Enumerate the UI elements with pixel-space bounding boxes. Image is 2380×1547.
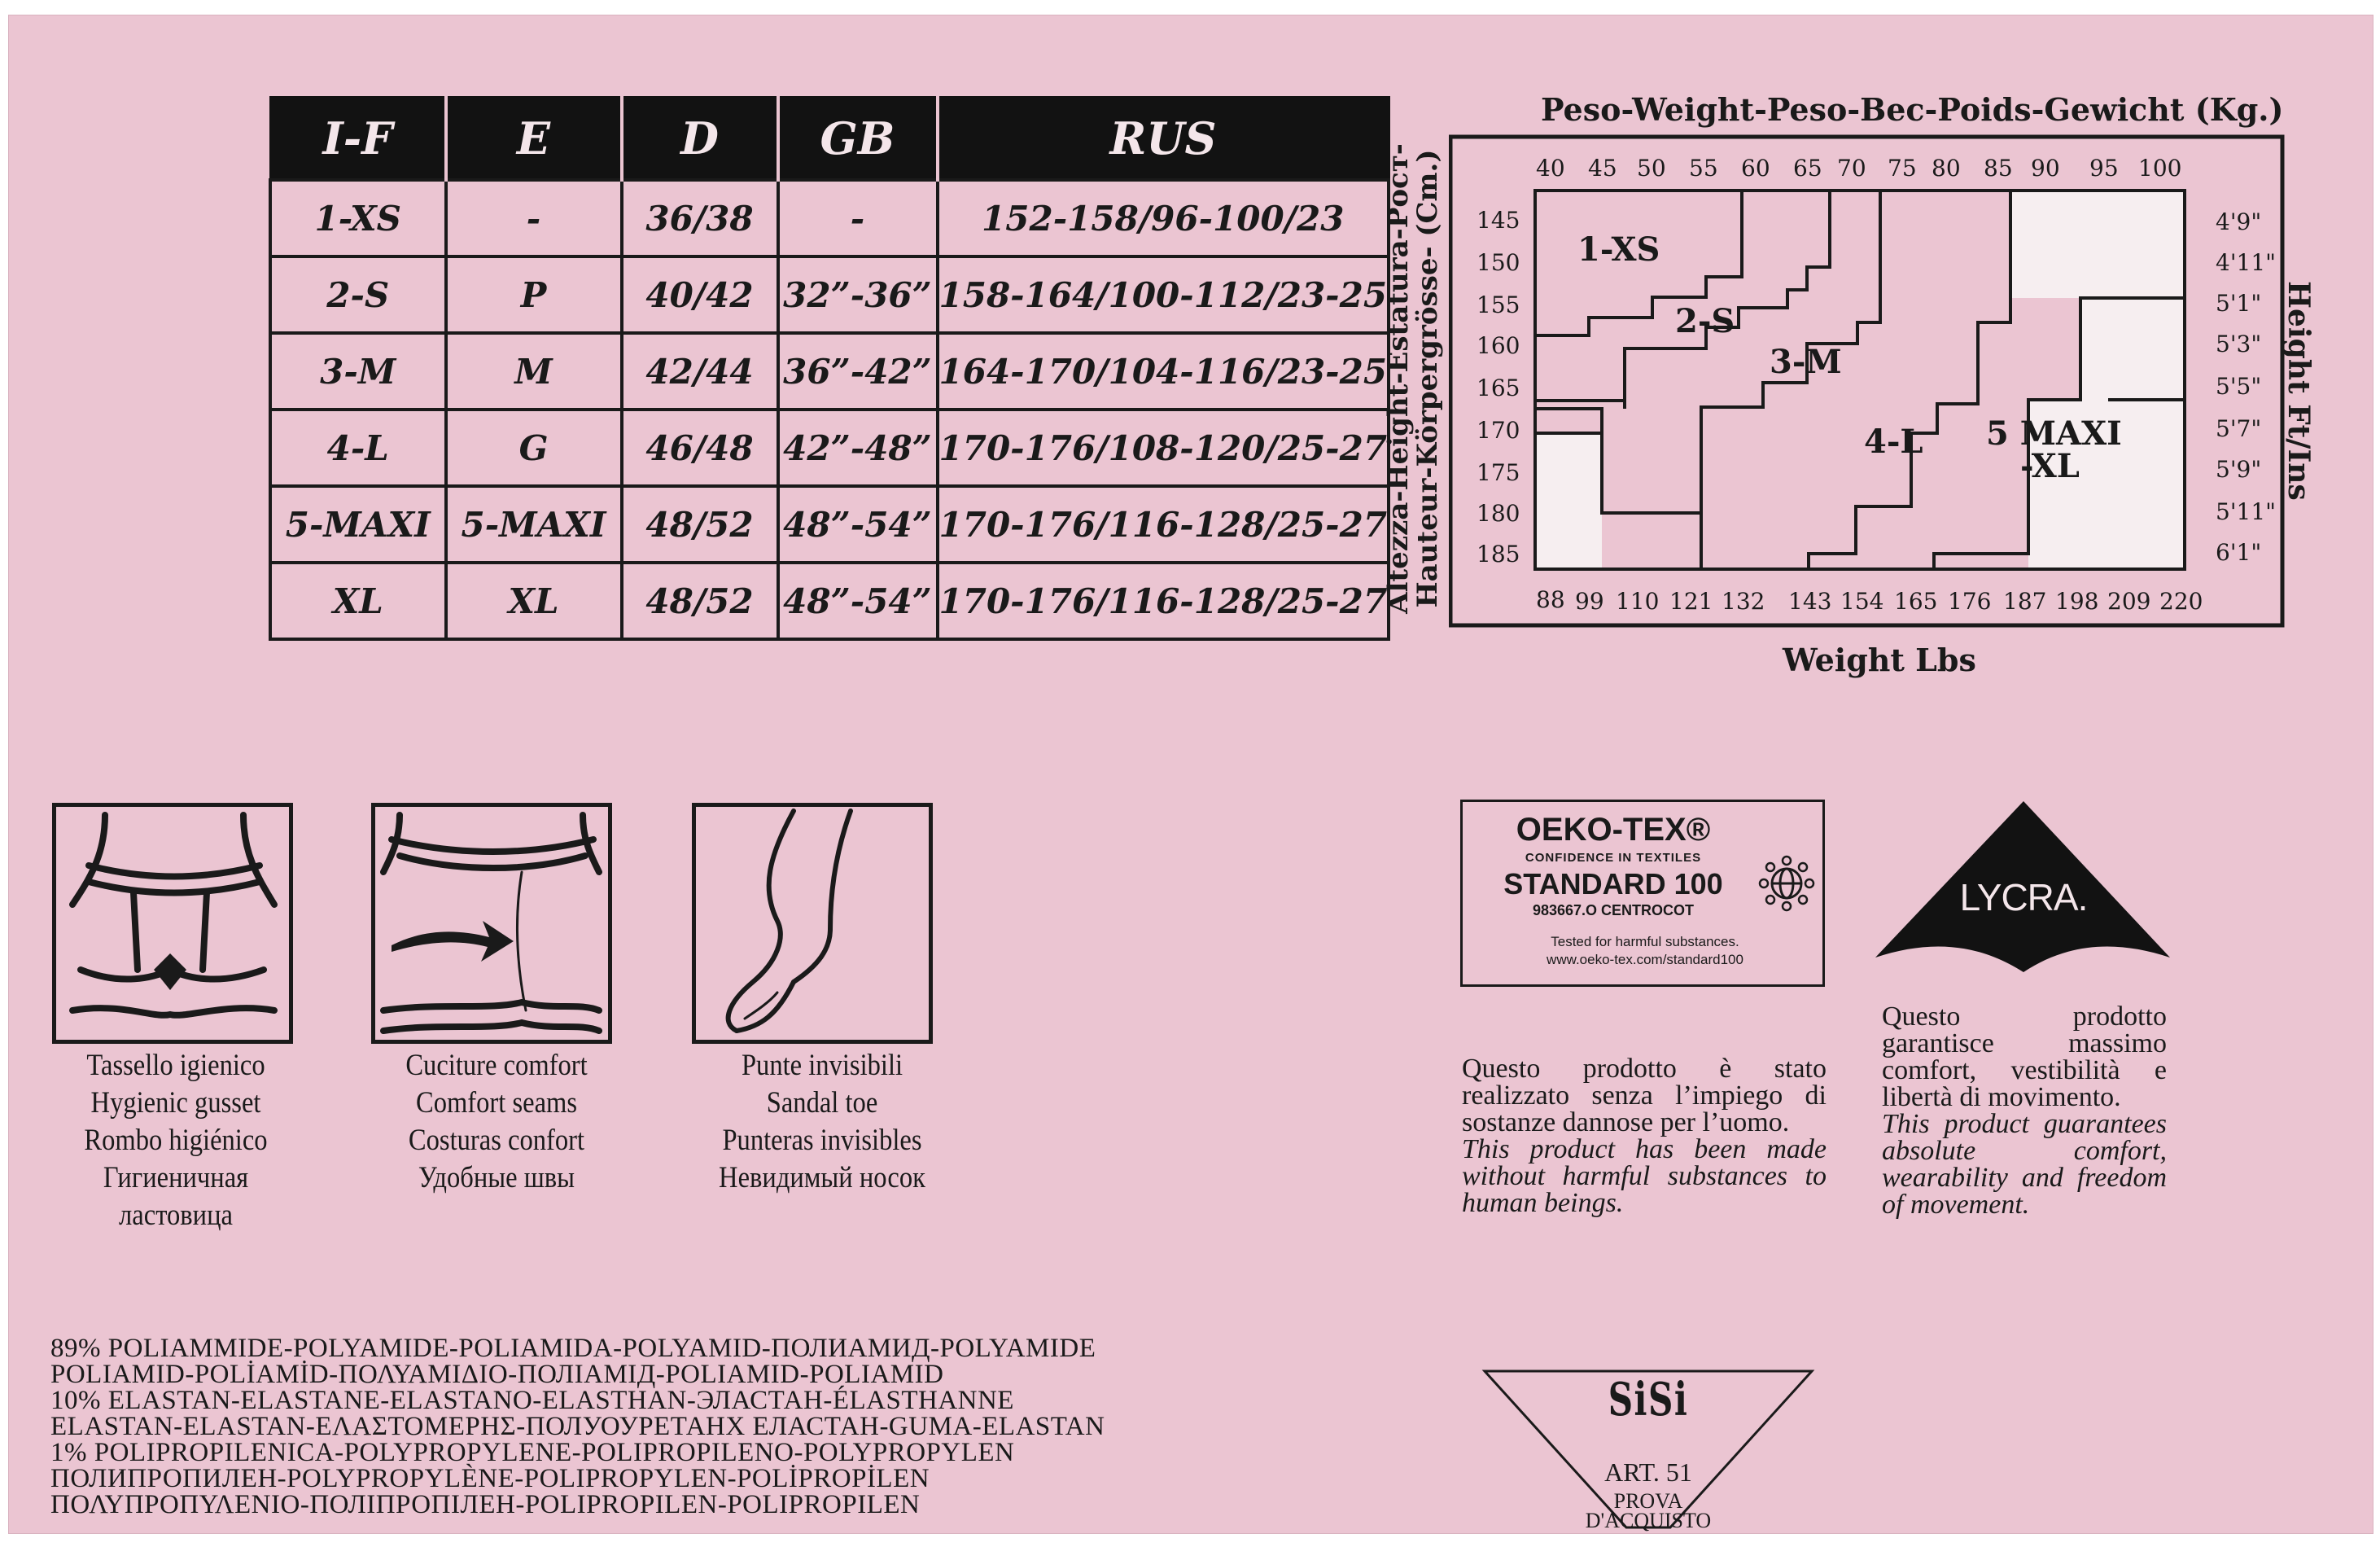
- chart-y-label: [1384, 142, 1442, 615]
- lycra-text-it: Questo prodotto garantisce massimo comfort, vestibilità e libertà di movimento.: [1882, 1001, 2167, 1112]
- cell: 2-S: [270, 256, 446, 333]
- lbs-tick: 209: [2107, 588, 2151, 615]
- size-table-header: [270, 98, 1389, 181]
- oeko-code: 983667.O CENTROCOT: [1532, 902, 1695, 918]
- chart-y-label-line2: Hauteur-Körpergrösse- (Cm.): [1411, 149, 1444, 608]
- sisi-logo: SiSi: [1608, 1373, 1689, 1426]
- kg-tick: 75: [1888, 155, 1917, 182]
- lbs-tick: 176: [1948, 588, 1992, 615]
- lbs-tick: 132: [1722, 588, 1765, 615]
- zone-4-l: 4-L: [1864, 423, 1923, 461]
- ft-tick: 5'9": [2216, 456, 2262, 483]
- header-d: D: [622, 98, 778, 181]
- feature-line: Comfort seams: [415, 1086, 578, 1120]
- ft-tick: 5'7": [2216, 415, 2262, 442]
- zone-2-s: 2-S: [1675, 302, 1735, 340]
- composition-line: ΠΟΛΥΠΡΟΠΥΛΕΝΙΟ-ПОЛІПРОПІЛЕН-POLIPROPILEN-POLIPROPILEN: [50, 1490, 921, 1519]
- lycra-description: [1882, 1003, 2167, 1218]
- cm-tick: 155: [1477, 291, 1520, 318]
- lbs-tick: 88: [1536, 586, 1565, 613]
- cell: -: [778, 180, 938, 256]
- table-row: [270, 410, 1389, 486]
- oeko-url: www.oeko-tex.com/standard100: [1547, 952, 1743, 967]
- table-row: [270, 486, 1389, 563]
- cell: 3-M: [270, 333, 446, 410]
- feature-line: Rombo higiénico: [84, 1124, 268, 1157]
- composition-line: POLIAMID-POLİAMİD-ΠΟΛΥΑΜΙΔΙΟ-ПОЛІАМІД-POLIAMID-POLIAMID: [50, 1360, 944, 1389]
- feature-line: ластовица: [119, 1199, 233, 1232]
- kg-tick: 100: [2138, 155, 2182, 182]
- lbs-tick: 165: [1894, 588, 1938, 615]
- sisi-art: ART. 51: [1604, 1457, 1692, 1487]
- kg-tick: 45: [1588, 155, 1617, 182]
- cm-tick: 145: [1477, 207, 1520, 234]
- composition-line: 89% POLIAMMIDE-POLYAMIDE-POLIAMIDA-POLYAMID-ПОЛИАМИД-POLYAMIDE: [50, 1334, 1096, 1363]
- oeko-tagline: CONFIDENCE IN TEXTILES: [1525, 851, 1702, 865]
- feature-seams-label: [353, 1047, 640, 1197]
- table-row: [270, 333, 1389, 410]
- lbs-tick: 143: [1788, 588, 1832, 615]
- size-table: [269, 96, 1390, 641]
- kg-tick: 90: [2031, 155, 2060, 182]
- size-chart-frame: [1449, 130, 2287, 635]
- kg-tick: 40: [1536, 155, 1565, 182]
- gusset-icon: [52, 803, 293, 1044]
- header-gb: GB: [778, 98, 938, 181]
- cm-tick: 150: [1477, 249, 1520, 276]
- cm-tick: 160: [1477, 332, 1520, 359]
- cell: 164-170/104-116/23-25: [938, 333, 1389, 410]
- ft-tick: 6'1": [2216, 539, 2262, 566]
- cell: XL: [270, 563, 446, 639]
- cell: 36/38: [622, 180, 778, 256]
- cell: G: [446, 410, 622, 486]
- sisi-prova-line1: PROVA: [1613, 1489, 1683, 1513]
- feature-toe-label: [672, 1047, 973, 1197]
- feature-line: Punte invisibili: [741, 1049, 903, 1082]
- feature-line: Невидимый носок: [719, 1161, 925, 1194]
- comfort-seams-icon: [371, 803, 612, 1044]
- cell: XL: [446, 563, 622, 639]
- lbs-tick: 220: [2159, 588, 2203, 615]
- lbs-tick: 198: [2055, 588, 2099, 615]
- chart-title: Peso-Weight-Peso-Bec-Poids-Gewicht (Kg.): [1541, 91, 2284, 128]
- cell: 5-MAXI: [270, 486, 446, 563]
- zone-1-xs: 1-XS: [1577, 230, 1660, 269]
- ft-tick: 5'11": [2216, 498, 2277, 525]
- header-i-f: I-F: [270, 98, 446, 181]
- table-row: [270, 256, 1389, 333]
- composition-line: ELASTAN-ELASTAN-ΕΛΑΣΤΟΜΕΡΗΣ-ПОЛУОУРЕТАНХ ЕЛАСТАН-GUMA-ELASTAN: [50, 1412, 1105, 1441]
- header-rus: RUS: [938, 98, 1389, 181]
- ft-tick: 4'9": [2216, 208, 2262, 235]
- sisi-prova-line2: D'ACQUISTO: [1585, 1509, 1712, 1532]
- composition-line: 10% ELASTAN-ELASTANE-ELASTANO-ELASTHAN-ЭЛАСТАН-ÉLASTHANNE: [50, 1386, 1014, 1415]
- cell: 4-L: [270, 410, 446, 486]
- cell: 152-158/96-100/23: [938, 180, 1389, 256]
- kg-tick: 65: [1793, 155, 1822, 182]
- ft-tick: 5'5": [2216, 373, 2262, 400]
- feature-line: Punteras invisibles: [722, 1124, 922, 1157]
- chart-y-label-line1: Altezza-Height-Estatura-Рост-: [1382, 143, 1415, 614]
- feature-line: Sandal toe: [766, 1086, 878, 1120]
- feature-gusset-label: [46, 1047, 306, 1234]
- feature-line: Tassello igienico: [86, 1049, 265, 1082]
- cell: 42”-48”: [778, 410, 938, 486]
- lycra-logo: [1872, 798, 2173, 977]
- feature-line: Hygienic gusset: [90, 1086, 261, 1120]
- cell: -: [446, 180, 622, 256]
- cell: 48”-54”: [778, 486, 938, 563]
- oeko-globe-icon: [1754, 851, 1819, 916]
- kg-tick: 80: [1932, 155, 1961, 182]
- cell: 36”-42”: [778, 333, 938, 410]
- ft-tick: 5'3": [2216, 331, 2262, 357]
- chart-y-label-right: Height Ft/Ins: [2282, 281, 2316, 501]
- lycra-text-en: This product guarantees absolute comfort, wearability and freedom of movement.: [1882, 1109, 2167, 1220]
- cm-tick: 170: [1477, 417, 1520, 444]
- cell: 40/42: [622, 256, 778, 333]
- sandal-toe-icon: [692, 803, 933, 1044]
- zone-5-maxi: 5 MAXI: [1986, 414, 2122, 453]
- lbs-tick: 99: [1575, 588, 1604, 615]
- cell: 48”-54”: [778, 563, 938, 639]
- cell: 48/52: [622, 563, 778, 639]
- cm-tick: 185: [1477, 541, 1520, 568]
- cm-tick: 165: [1477, 375, 1520, 401]
- cell: P: [446, 256, 622, 333]
- kg-tick: 50: [1637, 155, 1666, 182]
- oeko-text-en: This product has been made without harmful substances to human beings.: [1462, 1134, 1827, 1218]
- cell: M: [446, 333, 622, 410]
- chart-x-label-bottom: Weight Lbs: [1783, 642, 1976, 678]
- kg-tick: 95: [2089, 155, 2119, 182]
- cell: 48/52: [622, 486, 778, 563]
- kg-tick: 60: [1741, 155, 1770, 182]
- cell: 170-176/116-128/25-27: [938, 486, 1389, 563]
- composition-line: ПОЛИПРОПИЛЕН-POLYPROPYLÈNE-POLIPROPYLEN-POLİPROPİLEN: [50, 1464, 930, 1493]
- lbs-tick: 121: [1669, 588, 1713, 615]
- cell: 170-176/116-128/25-27: [938, 563, 1389, 639]
- composition-text: [50, 1335, 1105, 1518]
- oeko-brand: OEKO-TEX®: [1516, 812, 1711, 848]
- cell: 5-MAXI: [446, 486, 622, 563]
- lbs-tick: 187: [2003, 588, 2047, 615]
- oeko-tested: Tested for harmful substances.: [1551, 934, 1739, 949]
- feature-line: Гигиеничная: [103, 1161, 249, 1194]
- oeko-tex-label: [1460, 800, 1825, 987]
- table-row: [270, 180, 1389, 256]
- feature-line: Cuciture comfort: [405, 1049, 588, 1082]
- cell: 1-XS: [270, 180, 446, 256]
- lycra-logo-text: LYCRA.: [1959, 876, 2088, 918]
- cell: 158-164/100-112/23-25: [938, 256, 1389, 333]
- table-row: [270, 563, 1389, 639]
- oeko-standard: STANDARD 100: [1503, 867, 1723, 901]
- ft-tick: 4'11": [2216, 249, 2277, 276]
- cell: 46/48: [622, 410, 778, 486]
- sisi-prova: [1481, 1489, 1815, 1532]
- cell: 170-176/108-120/25-27: [938, 410, 1389, 486]
- lbs-tick: 110: [1616, 588, 1660, 615]
- header-e: E: [446, 98, 622, 181]
- lbs-tick: 154: [1840, 588, 1884, 615]
- oeko-description: [1462, 1055, 1827, 1216]
- zone-xl: -XL: [2020, 447, 2080, 485]
- ft-tick: 5'1": [2216, 290, 2262, 317]
- oeko-text-it: Questo prodotto è stato realizzato senza l’impiego di sostanze dannose per l’uomo.: [1462, 1054, 1827, 1137]
- cell: 32”-36”: [778, 256, 938, 333]
- composition-line: 1% POLIPROPILENICA-POLYPROPYLENE-POLIPROPILENO-POLYPROPYLEN: [50, 1438, 1015, 1467]
- kg-tick: 70: [1837, 155, 1866, 182]
- kg-tick: 85: [1984, 155, 2013, 182]
- cell: 42/44: [622, 333, 778, 410]
- kg-tick: 55: [1689, 155, 1718, 182]
- feature-line: Удобные швы: [418, 1161, 575, 1194]
- cm-tick: 180: [1477, 500, 1520, 527]
- feature-line: Costuras confort: [408, 1124, 585, 1157]
- cm-tick: 175: [1477, 459, 1520, 486]
- zone-3-m: 3-M: [1770, 343, 1842, 381]
